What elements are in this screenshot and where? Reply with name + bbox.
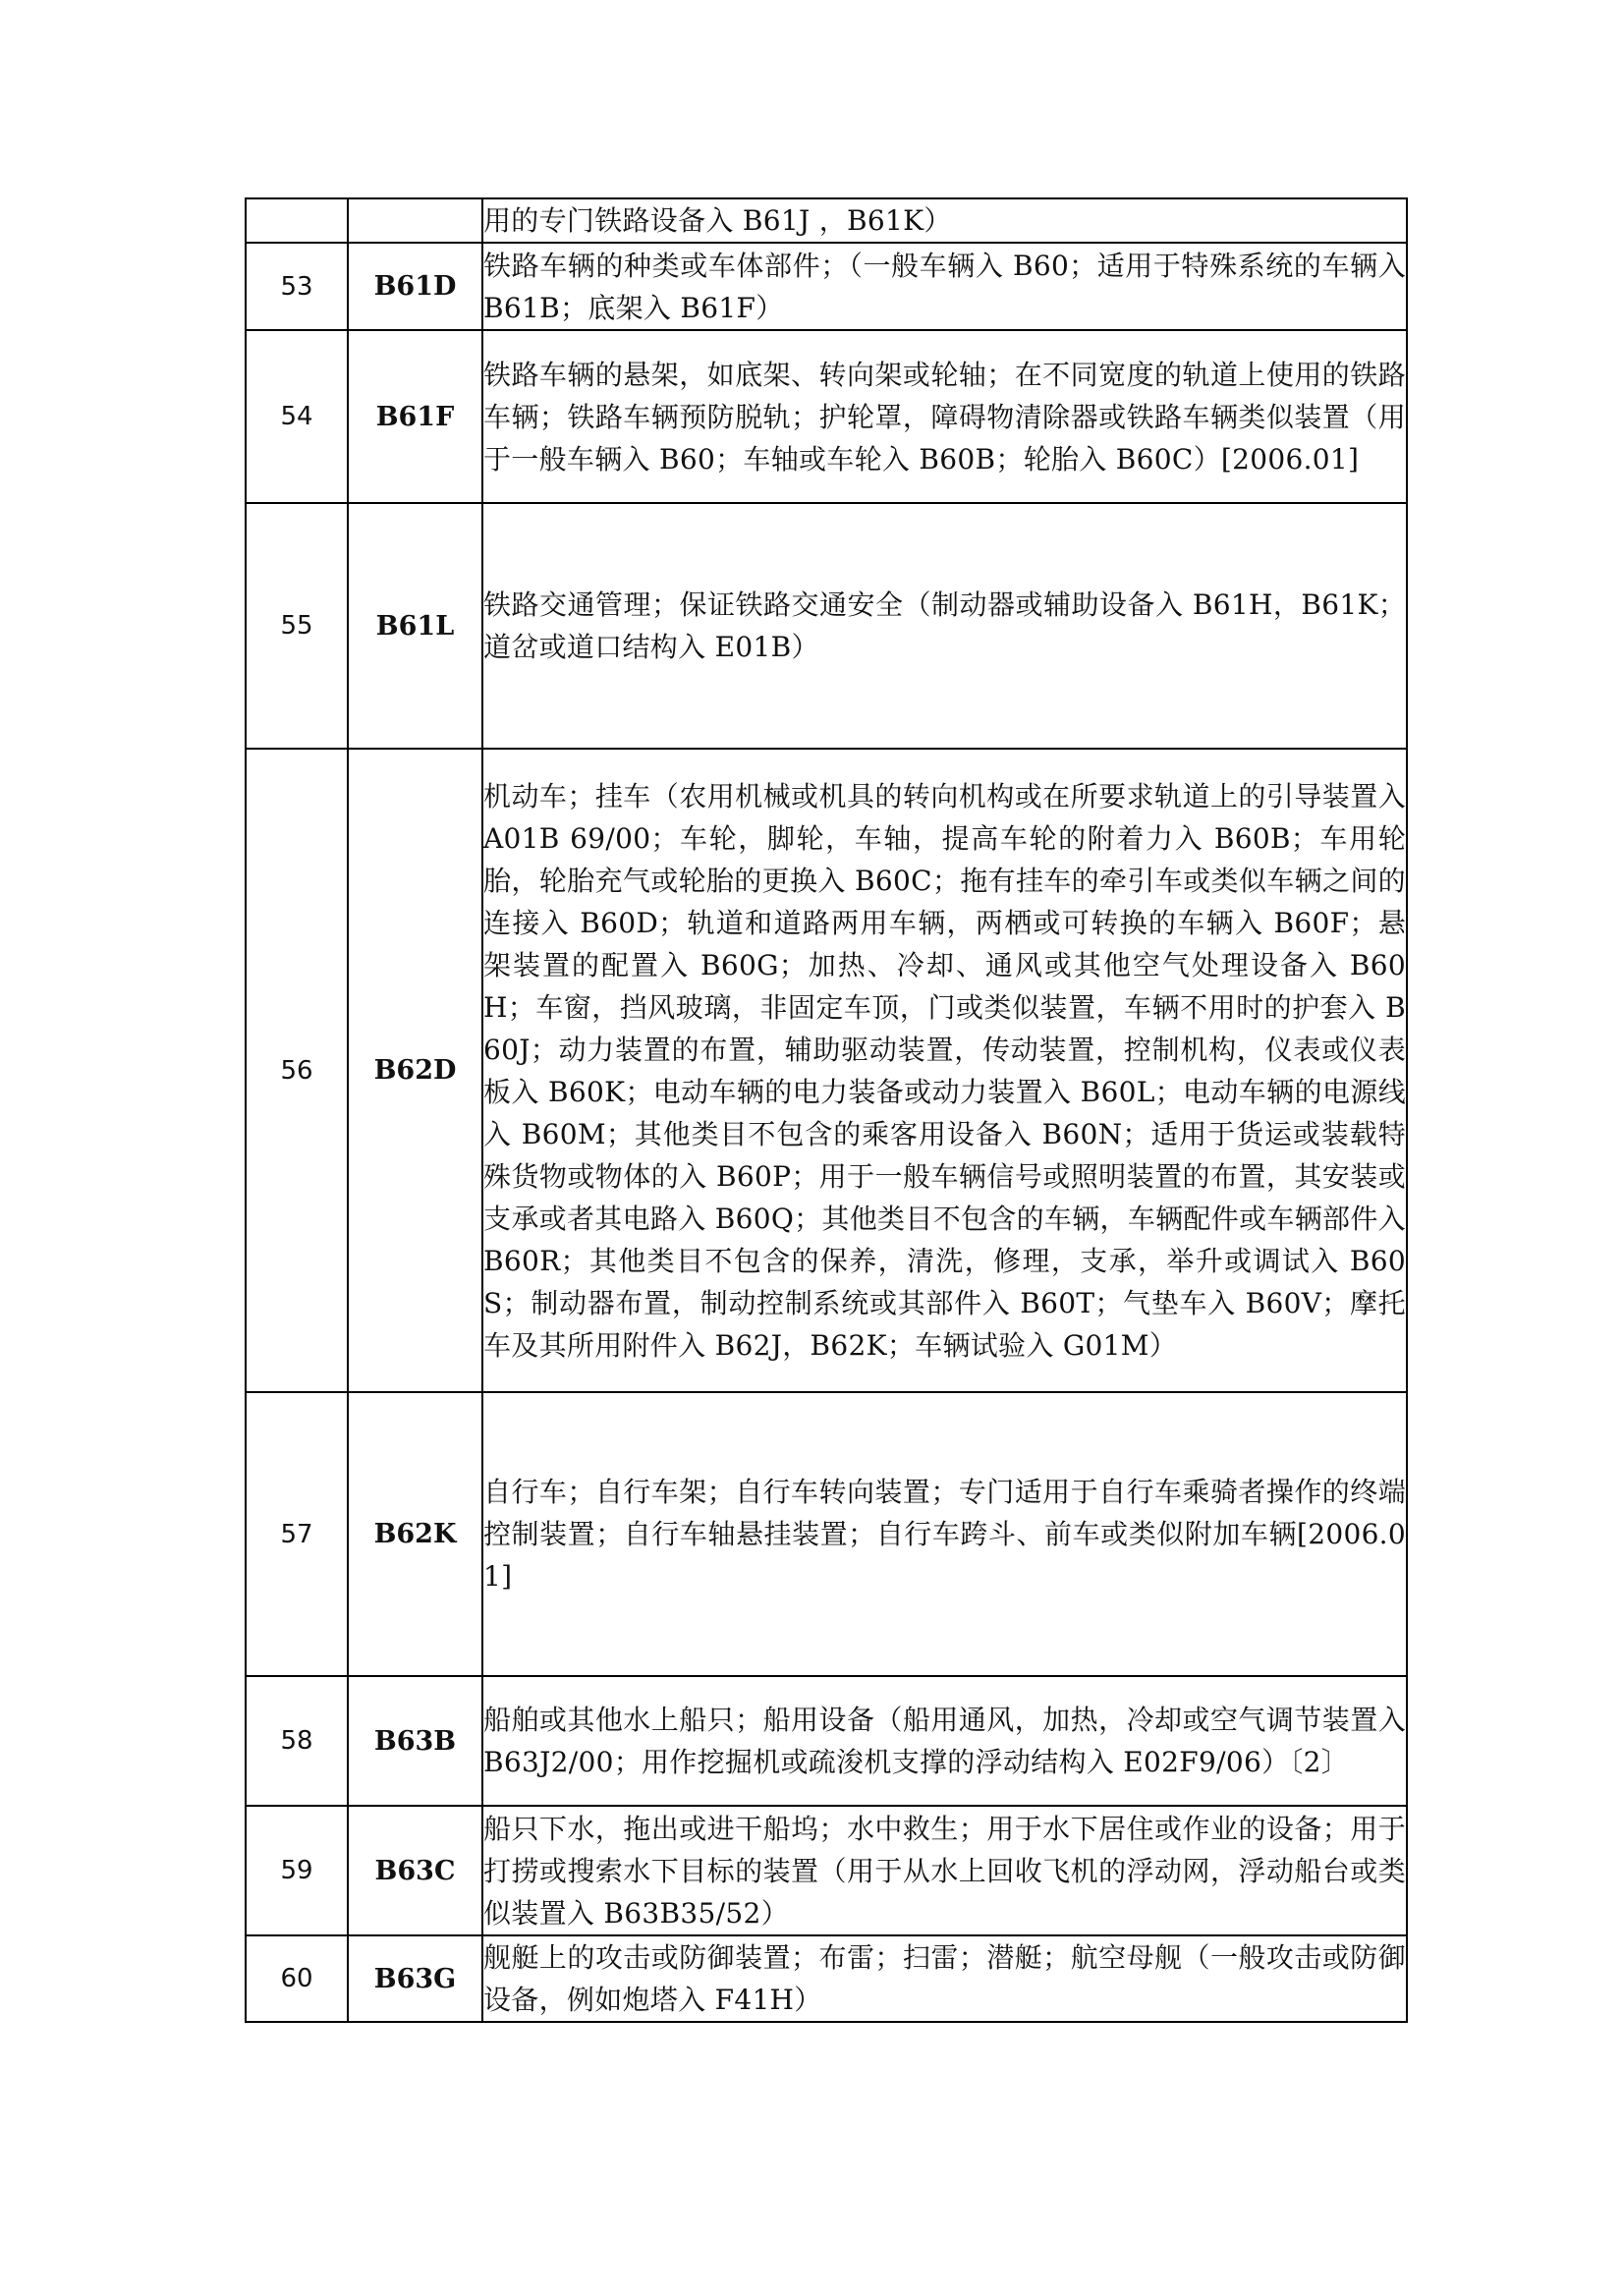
classification-code-cell: B63B (348, 1676, 482, 1806)
description-cell: 铁路交通管理；保证铁路交通安全（制动器或辅助设备入 B61H，B61K；道岔或道口结构入 E01B） (482, 503, 1407, 749)
table-row (246, 330, 1407, 503)
description-cell: 用的专门铁路设备入 B61J ，B61K） (482, 198, 1407, 243)
description-cell: 船舶或其他水上船只；船用设备（船用通风，加热，冷却或空气调节装置入 B63J2/00；用作挖掘机或疏浚机支撑的浮动结构入 E02F9/06）〔2〕 (482, 1676, 1407, 1806)
description-cell: 自行车；自行车架；自行车转向装置；专门适用于自行车乘骑者操作的终端控制装置；自行车轴悬挂装置；自行车跨斗、前车或类似附加车辆[2006.01] (482, 1392, 1407, 1676)
classification-code-cell: B61F (348, 330, 482, 503)
classification-code-cell: B63C (348, 1806, 482, 1935)
row-number-cell: 58 (246, 1676, 348, 1806)
table-row (246, 503, 1407, 749)
ipc-classification-table (245, 197, 1408, 2023)
row-number-cell: 59 (246, 1806, 348, 1935)
classification-code-cell: B61D (348, 243, 482, 330)
table-row (246, 749, 1407, 1392)
classification-code-cell: B61L (348, 503, 482, 749)
description-cell: 铁路车辆的种类或车体部件；（一般车辆入 B60；适用于特殊系统的车辆入 B61B；底架入 B61F） (482, 243, 1407, 330)
description-cell: 舰艇上的攻击或防御装置；布雷；扫雷；潜艇；航空母舰（一般攻击或防御设备，例如炮塔入 F41H） (482, 1935, 1407, 2022)
description-cell: 船只下水，拖出或进干船坞；水中救生；用于水下居住或作业的设备；用于打捞或搜索水下目标的装置（用于从水上回收飞机的浮动网，浮动船台或类似装置入 B63B35/52） (482, 1806, 1407, 1935)
classification-code-cell (348, 198, 482, 243)
table-row (246, 1806, 1407, 1935)
row-number-cell: 57 (246, 1392, 348, 1676)
table-row (246, 243, 1407, 330)
classification-code-cell: B62K (348, 1392, 482, 1676)
table-row (246, 198, 1407, 243)
table-row (246, 1676, 1407, 1806)
row-number-cell: 55 (246, 503, 348, 749)
classification-code-cell: B63G (348, 1935, 482, 2022)
table-row (246, 1935, 1407, 2022)
row-number-cell (246, 198, 348, 243)
row-number-cell: 60 (246, 1935, 348, 2022)
description-cell: 机动车；挂车（农用机械或机具的转向机构或在所要求轨道上的引导装置入 A01B 69/00；车轮，脚轮，车轴，提高车轮的附着力入 B60B；车用轮胎，轮胎充气或轮胎的更换入 B60C；拖有挂车的牵引车或类似车辆之间的连接入 B60D；轨道和道路两用车辆，两栖或可转换的车辆入 B60F；悬架装置的配置入 B60G；加热、冷却、通风或其他空气处理设备入 B60H；车窗，挡风玻璃，非固定车顶，门或类似装置，车辆不用时的护套入 B60J；动力装置的布置，辅助驱动装置，传动装置，控制机构，仪表或仪表板入 B60K；电动车辆的电力装备或动力装置入 B60L；电动车辆的电源线入 B60M；其他类目不包含的乘客用设备入 B60N；适用于货运或装载特殊货物或物体的入 B60P；用于一般车辆信号或照明装置的布置，其安装或支承或者其电路入 B60Q；其他类目不包含的车辆，车辆配件或车辆部件入 B60R；其他类目不包含的保养，清洗，修理，支承，举升或调试入 B60S；制动器布置，制动控制系统或其部件入 B60T；气垫车入 B60V；摩托车及其所用附件入 B62J，B62K；车辆试验入 G01M） (482, 749, 1407, 1392)
row-number-cell: 56 (246, 749, 348, 1392)
description-cell: 铁路车辆的悬架，如底架、转向架或轮轴；在不同宽度的轨道上使用的铁路车辆；铁路车辆预防脱轨；护轮罩，障碍物清除器或铁路车辆类似装置（用于一般车辆入 B60；车轴或车轮入 B60B；轮胎入 B60C）[2006.01] (482, 330, 1407, 503)
row-number-cell: 53 (246, 243, 348, 330)
table-row (246, 1392, 1407, 1676)
classification-code-cell: B62D (348, 749, 482, 1392)
row-number-cell: 54 (246, 330, 348, 503)
